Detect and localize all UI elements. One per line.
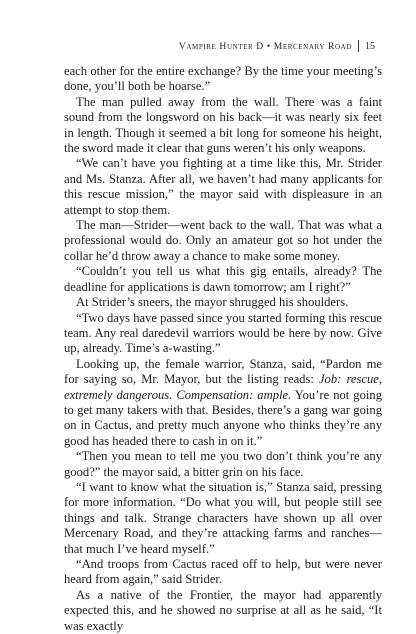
running-head-divider <box>358 40 359 52</box>
paragraph: “We can’t have you fighting at a time like this, Mr. Strider and Ms. Stanza. After all, we haven’t had many applicants for this rescue mission,” the mayor said with displeasure in an attempt to stop them. <box>64 156 382 217</box>
paragraph <box>64 357 382 449</box>
paragraph: As a native of the Frontier, the mayor had apparently expected this, and he showed no surprise at all as he said, “It was exactly <box>64 587 382 633</box>
body-text <box>64 64 382 634</box>
running-head <box>179 40 375 52</box>
paragraph: “I want to know what the situation is,” Stanza said, pressing for more information. “Do what you will, but people still see things and talk. Strange characters have shown up all over Mercenary Road, and they’re attacking farms and ranches—that much I’ve heard myself.” <box>64 479 382 556</box>
paragraph-text: You’re not going to get many takers with that. Besides, there’s a gang war going on in Cactus, and pretty much anyone who thinks they’re any good has headed there to cash in on it.” <box>64 387 382 448</box>
running-head-title: Vampire Hunter D • Mercenary Road <box>178 40 352 52</box>
paragraph-text: Looking up, the female warrior, Stanza, said, “Pardon me for saying so, Mr. Mayor, but the listing reads: <box>64 356 382 387</box>
paragraph: At Strider’s sneers, the mayor shrugged his shoulders. <box>76 295 349 310</box>
job-listing-italic: Job: rescue, extremely dangerous. Compensation: ample. <box>64 372 382 402</box>
paragraph-continued: each other for the entire exchange? By the time your meeting’s done, you’ll both be hoarse.” <box>64 64 382 94</box>
paragraph: The man pulled away from the wall. There was a faint sound from the longsword on his back—it was nearly six feet in length. Though it seemed a bit long for someone his height, the sword made it clear that guns weren’t his only weapons. <box>64 94 382 156</box>
paragraph: “Two days have passed since you started forming this rescue team. Any real daredevil warriors would be here by now. Give up, already. Time’s a-wasting.” <box>64 310 382 356</box>
paragraph: The man—Strider—went back to the wall. That was what a professional would do. Only an amateur got so hot under the collar he’d throw away a chance to make some money. <box>64 218 382 263</box>
page-number: 15 <box>365 40 375 52</box>
paragraph: “Couldn’t you tell us what this gig entails, already? The deadline for applications is dawn tomorrow; am I right?” <box>64 264 382 294</box>
paragraph: “And troops from Cactus raced off to help, but were never heard from again,” said Strider. <box>64 557 382 587</box>
paragraph: “Then you mean to tell me you two don’t think you’re any good?” the mayor said, a bitter grin on his face. <box>64 449 382 479</box>
